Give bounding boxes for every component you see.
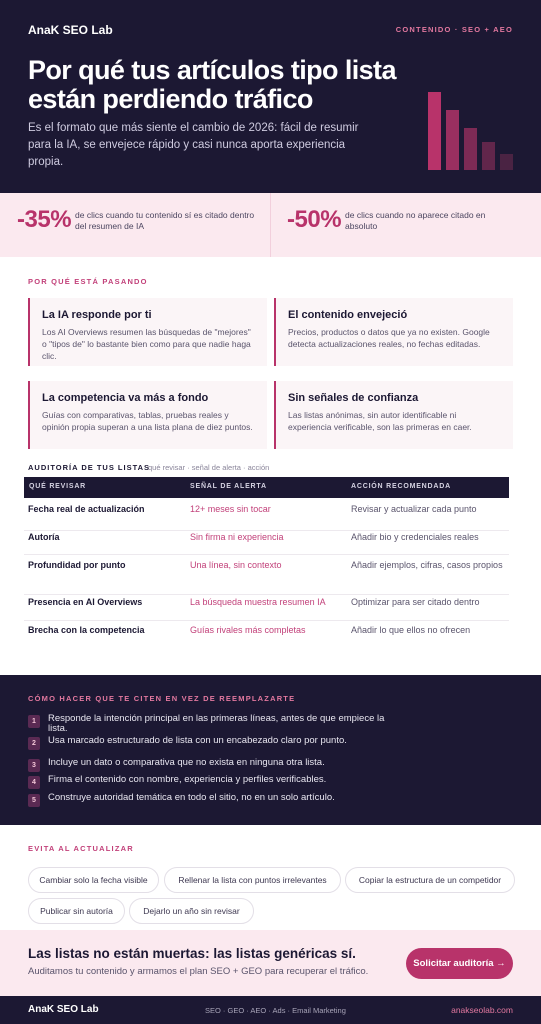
- stat-not-cited: [287, 207, 527, 233]
- reason-card: [28, 381, 267, 449]
- list-item: [28, 758, 388, 772]
- table-cell-alert: La búsqueda muestra resumen IA: [190, 597, 326, 607]
- table-cell-alert: Sin firma ni experiencia: [190, 532, 284, 542]
- table-cell-action: Añadir ejemplos, cifras, casos propios: [351, 560, 503, 570]
- stat-text: de clics cuando tu contenido sí es citado dentro del resumen de IA: [75, 210, 255, 231]
- bar-3: [464, 128, 477, 170]
- step-number: 5: [28, 794, 40, 807]
- step-number: 3: [28, 759, 40, 772]
- avoid-chip: Rellenar la lista con puntos irrelevantes: [164, 867, 341, 893]
- step-text: Firma el contenido con nombre, experiencia y perfiles verificables.: [48, 774, 327, 785]
- column-header: SEÑAL DE ALERTA: [190, 483, 267, 490]
- table-row: [24, 498, 509, 531]
- reason-card: [28, 298, 267, 366]
- step-text: Responde la intención principal en las primeras líneas, antes de que empiece la lista.: [48, 713, 385, 734]
- hero-section: [0, 0, 541, 193]
- column-header: ACCIÓN RECOMENDADA: [351, 483, 451, 490]
- list-item: [28, 793, 388, 807]
- step-text: Incluye un dato o comparativa que no exista en ninguna otra lista.: [48, 757, 325, 768]
- reason-card-body: Precios, productos o datos que ya no existen. Google detecta actualizaciones reales, no fechas editadas.: [288, 327, 490, 349]
- how-section-label: CÓMO HACER QUE TE CITEN EN VEZ DE REEMPLAZARTE: [28, 694, 296, 703]
- reason-card-title: La IA responde por ti: [42, 309, 152, 321]
- footer: [0, 996, 541, 1024]
- stat-text: de clics cuando no aparece citado en absoluto: [345, 210, 486, 231]
- table-row: [24, 531, 509, 555]
- reason-card-title: La competencia va más a fondo: [42, 392, 209, 404]
- table-cell-check: Fecha real de actualización: [28, 504, 145, 514]
- step-number: 4: [28, 776, 40, 789]
- bar-1: [428, 92, 441, 170]
- table-row: [24, 595, 509, 621]
- stat-number: -50%: [287, 206, 342, 233]
- footer-brand[interactable]: AnaK SEO Lab: [28, 1004, 99, 1015]
- avoid-section-label: EVITA AL ACTUALIZAR: [28, 844, 134, 853]
- cta-title: Las listas no están muertas: las listas genéricas sí.: [28, 946, 356, 961]
- cta-band: [0, 930, 541, 996]
- table-cell-action: Añadir bio y credenciales reales: [351, 532, 479, 542]
- reason-card-title: Sin señales de confianza: [288, 392, 419, 404]
- table-cell-alert: Una línea, sin contexto: [190, 560, 282, 570]
- hero-tagline: CONTENIDO · SEO + AEO: [395, 25, 513, 34]
- list-item: [28, 736, 388, 750]
- table-cell-alert: Guías rivales más completas: [190, 625, 306, 635]
- audit-subtitle: qué revisar · señal de alerta · acción: [148, 463, 270, 472]
- audit-table-header: [24, 477, 509, 498]
- reason-card: [274, 381, 513, 449]
- stat-cited: [17, 207, 267, 233]
- bar-2: [446, 110, 459, 170]
- table-cell-action: Añadir lo que ellos no ofrecen: [351, 625, 471, 635]
- table-cell-check: Autoría: [28, 532, 60, 542]
- table-cell-check: Profundidad por punto: [28, 560, 126, 570]
- stats-divider: [270, 193, 271, 257]
- avoid-chip: Publicar sin autoría: [28, 898, 125, 924]
- table-cell-action: Revisar y actualizar cada punto: [351, 504, 477, 514]
- reason-card-body: Guías con comparativas, tablas, pruebas reales y opinión propia superan a una lista plana de diez puntos.: [42, 410, 253, 432]
- list-item: [28, 714, 388, 734]
- reason-card-title: El contenido envejeció: [288, 309, 408, 321]
- table-cell-action: Optimizar para ser citado dentro: [351, 597, 480, 607]
- table-cell-check: Brecha con la competencia: [28, 625, 145, 635]
- table-row: [24, 621, 509, 647]
- reason-card: [274, 298, 513, 366]
- hero-subtitle: Es el formato que más siente el cambio de 2026: fácil de resumir para la IA, se envejece rápido y casi nunca aporta experiencia propia.: [28, 122, 359, 168]
- stats-band: [0, 193, 541, 257]
- list-item: [28, 775, 388, 789]
- step-number: 1: [28, 715, 40, 728]
- declining-bars-graphic: [428, 92, 514, 170]
- avoid-chip: Copiar la estructura de un competidor: [345, 867, 515, 893]
- stat-number: -35%: [17, 206, 72, 233]
- footer-website-link[interactable]: anakseolab.com: [451, 1005, 513, 1015]
- column-header: QUÉ REVISAR: [29, 483, 87, 490]
- avoid-chip: Cambiar solo la fecha visible: [28, 867, 159, 893]
- step-number: 2: [28, 737, 40, 750]
- how-section: [0, 675, 541, 825]
- table-row: [24, 555, 509, 595]
- bar-4: [482, 142, 495, 170]
- footer-services: SEO · GEO · AEO · Ads · Email Marketing: [205, 1006, 346, 1015]
- brand-logo[interactable]: AnaK SEO Lab: [28, 23, 113, 37]
- reason-card-body: Las listas anónimas, sin autor identificable ni experiencia verificable, son las primeras en caer.: [288, 410, 472, 432]
- avoid-chip: Dejarlo un año sin revisar: [129, 898, 254, 924]
- audit-title: AUDITORÍA DE TUS LISTAS: [28, 463, 151, 472]
- why-section-label: POR QUÉ ESTÁ PASANDO: [28, 277, 148, 286]
- page-title: Por qué tus artículos tipo lista están perdiendo tráfico: [28, 55, 396, 114]
- table-cell-check: Presencia en AI Overviews: [28, 597, 143, 607]
- step-text: Construye autoridad temática en todo el sitio, no en un solo artículo.: [48, 792, 335, 803]
- bar-5: [500, 154, 513, 170]
- step-text: Usa marcado estructurado de lista con un encabezado claro por punto.: [48, 735, 347, 746]
- request-audit-button[interactable]: Solicitar auditoría →: [406, 948, 513, 979]
- reason-card-body: Los AI Overviews resumen las búsquedas de "mejores" o "tipos de" lo bastante bien como para que nadie haga clic.: [42, 327, 251, 361]
- cta-subtitle: Auditamos tu contenido y armamos el plan SEO + GEO para recuperar el tráfico.: [28, 966, 369, 977]
- table-cell-alert: 12+ meses sin tocar: [190, 504, 271, 514]
